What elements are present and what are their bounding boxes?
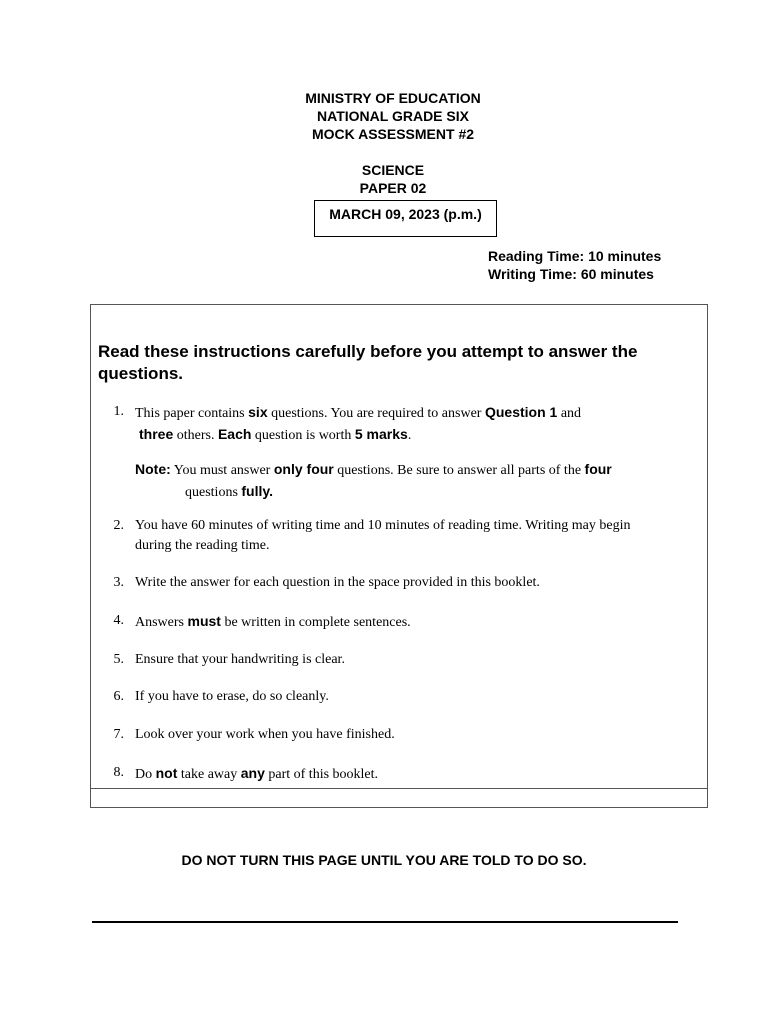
writing-time: Writing Time: 60 minutes [488, 266, 654, 282]
exam-date-box [314, 200, 497, 237]
item-number: 3. [113, 575, 124, 590]
subject-line: SCIENCE [361, 162, 425, 178]
instructions-box [90, 304, 708, 808]
item-number: 8. [113, 765, 124, 780]
exam-times [488, 247, 661, 283]
instructions-divider [91, 788, 707, 789]
item-text: Answers must be written in complete sentences. [135, 613, 411, 630]
item-number: 2. [113, 518, 124, 533]
item-text: Do not take away any part of this booklet. [135, 765, 379, 782]
exam-date: MARCH 09, 2023 (p.m.) [329, 206, 482, 222]
item-number: 6. [113, 689, 124, 704]
exam-header [0, 89, 768, 197]
grade-line: NATIONAL GRADE SIX [317, 108, 469, 124]
note-label: Note: [135, 461, 171, 477]
ministry-line: MINISTRY OF EDUCATION [305, 90, 481, 106]
item-text: Ensure that your handwriting is clear. [135, 652, 345, 667]
item-text: If you have to erase, do so cleanly. [135, 689, 329, 704]
item-text: Look over your work when you have finished. [135, 727, 395, 742]
item-text: Write the answer for each question in the space provided in this booklet. [135, 575, 540, 590]
warning-notice: DO NOT TURN THIS PAGE UNTIL YOU ARE TOLD TO DO SO. [181, 852, 587, 868]
item-number: 4. [113, 613, 124, 628]
reading-time: Reading Time: 10 minutes [488, 248, 662, 264]
paper-line: PAPER 02 [359, 180, 427, 196]
item-number: 7. [113, 727, 124, 742]
bottom-rule [92, 921, 678, 923]
instructions-title: Read these instructions carefully before you attempt to answer the questions. [98, 342, 638, 383]
item-text: This paper contains six questions. You are required to answer Question 1 and three others. Each question is worth 5 marks. [135, 404, 582, 443]
instruction-note: Note: You must answer only four questions. Be sure to answer all parts of the four questions fully. [135, 461, 612, 500]
item-number: 1. [113, 404, 124, 419]
item-number: 5. [113, 652, 124, 667]
item-text: You have 60 minutes of writing time and 10 minutes of reading time. Writing may begin during the reading time. [135, 518, 631, 553]
assessment-line: MOCK ASSESSMENT #2 [311, 126, 475, 142]
